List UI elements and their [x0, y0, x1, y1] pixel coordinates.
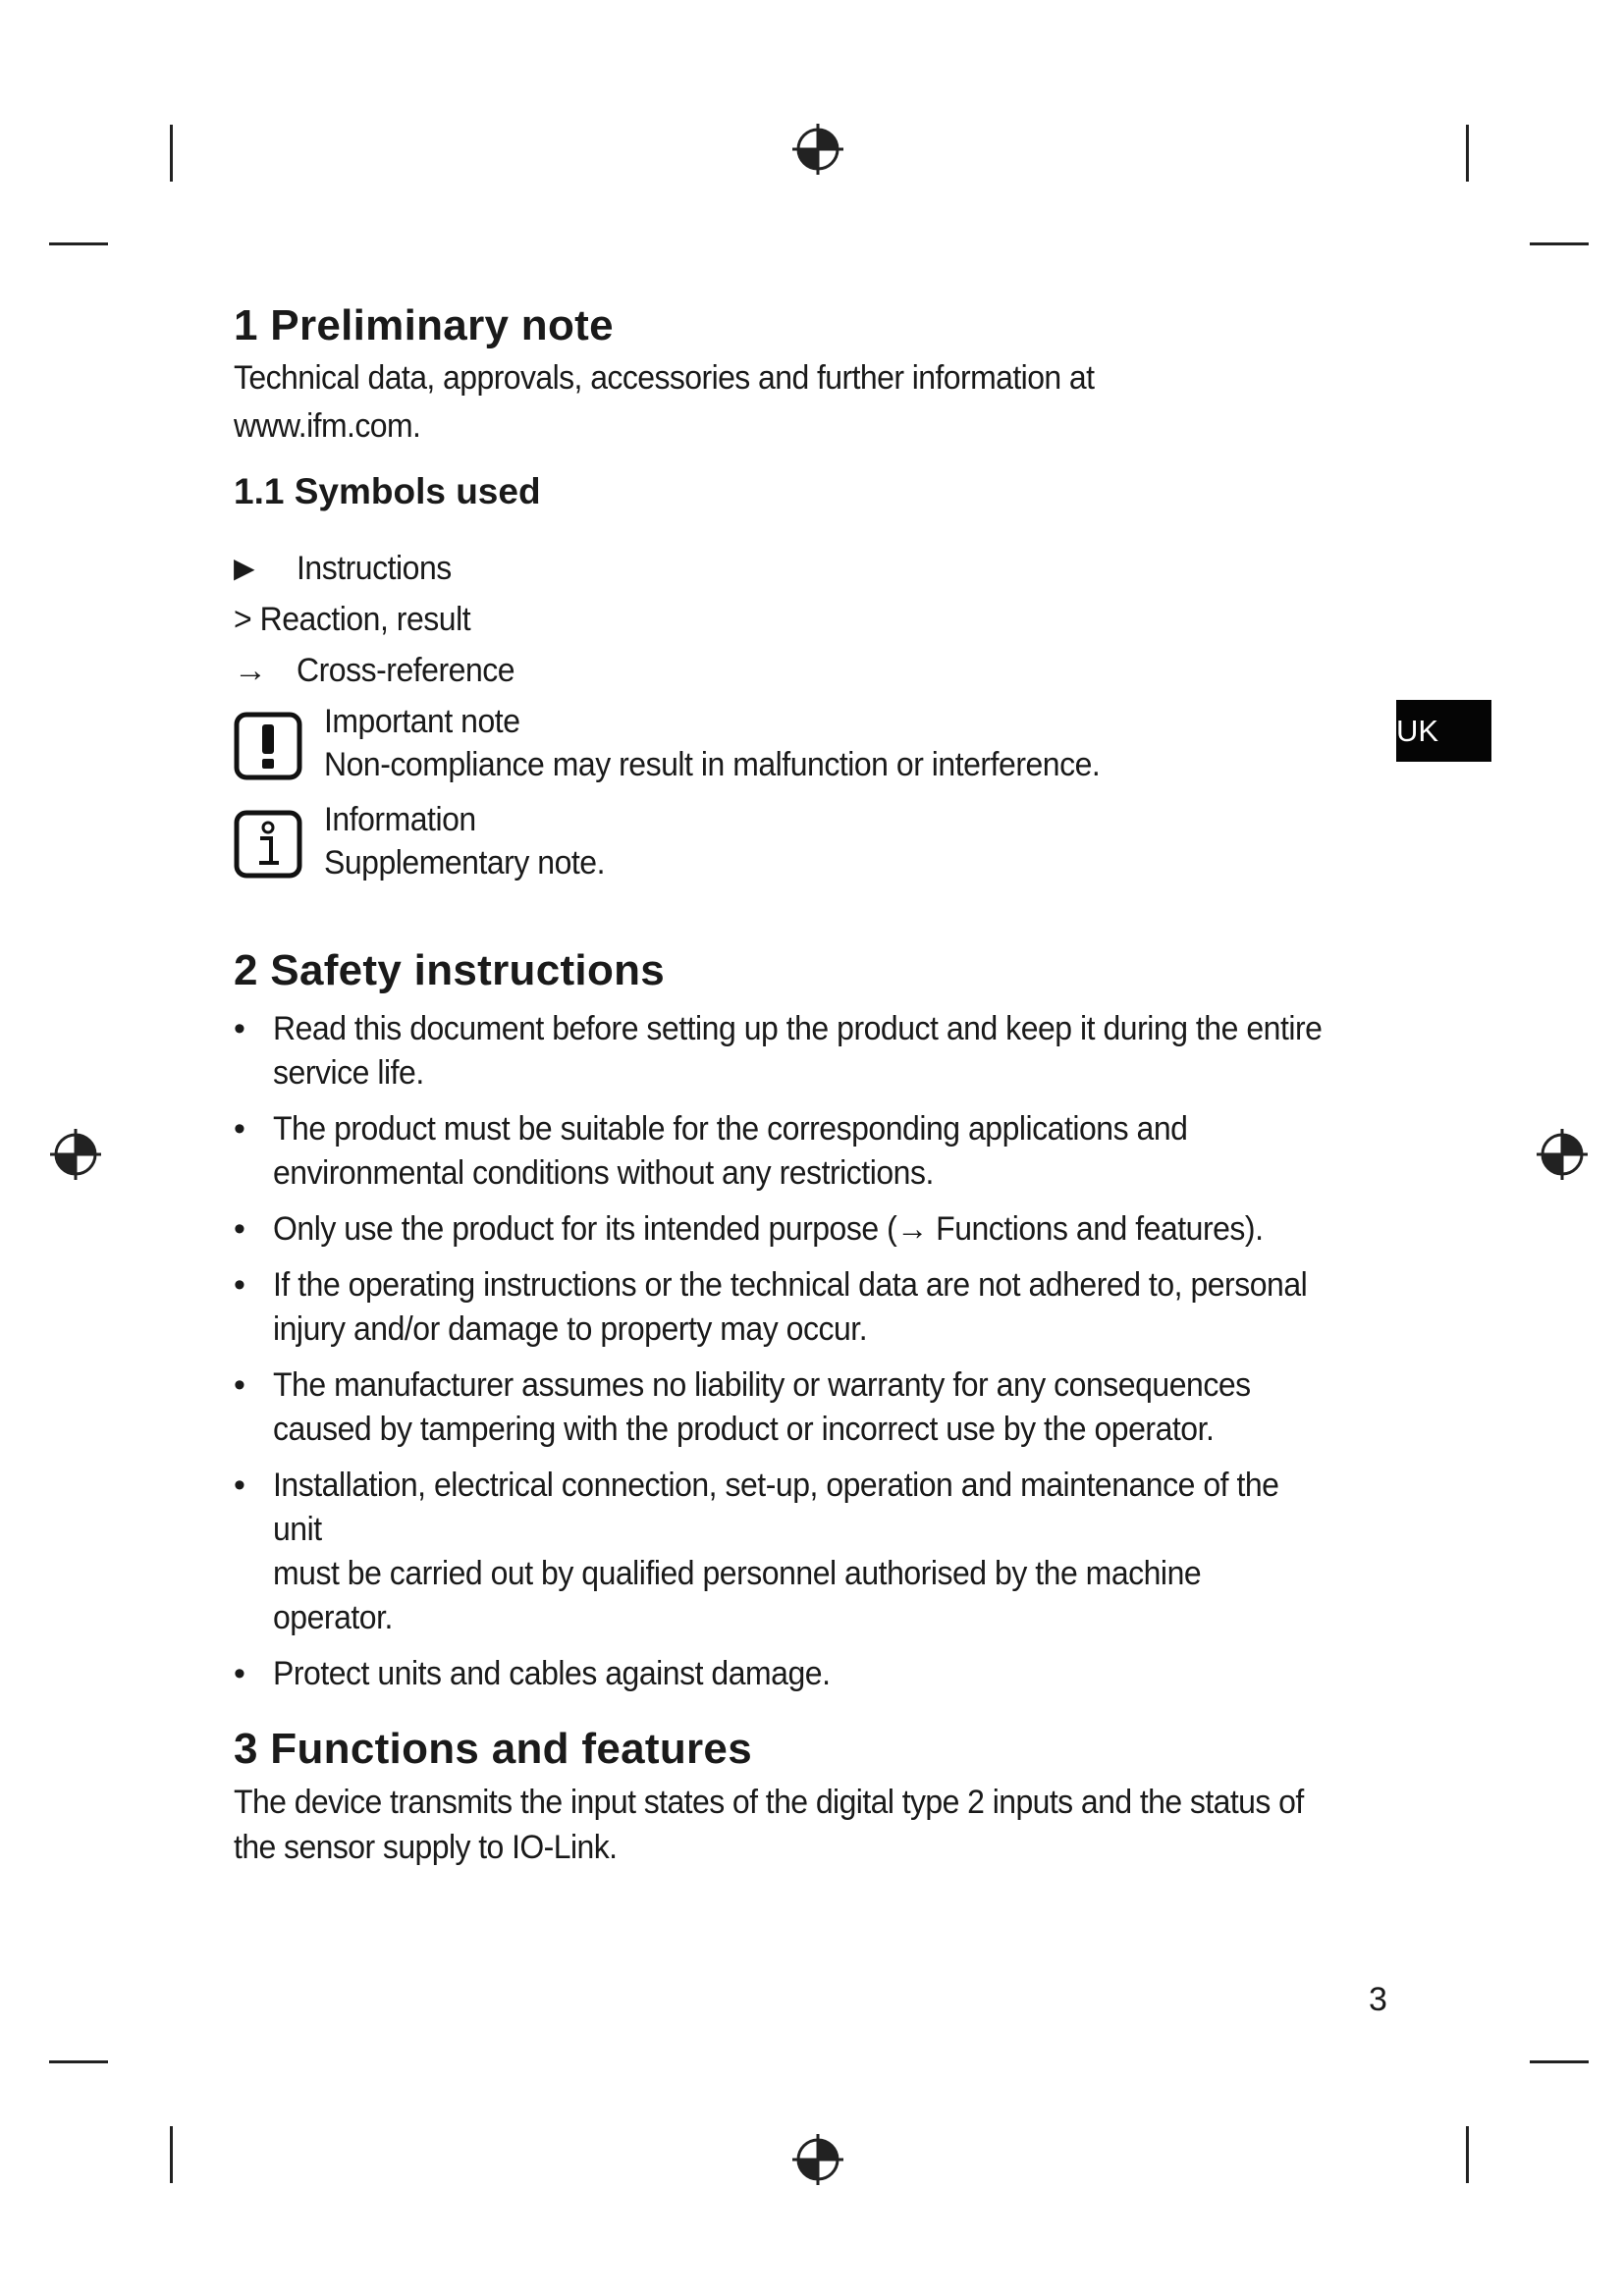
- crop-mark-bottom-right-vertical: [1466, 2126, 1469, 2183]
- information-note-title: Information: [324, 801, 476, 839]
- crop-mark-left-top-horizontal: [49, 242, 108, 245]
- section-1-title: 1 Preliminary note: [234, 301, 614, 349]
- list-item-text: The product must be suitable for the corresponding applications and environmental conditions without any restrictions.: [273, 1109, 1188, 1192]
- bullet-icon: •: [234, 1365, 245, 1404]
- list-item-text: The manufacturer assumes no liability or warranty for any consequences caused by tampering with the product or incorrect use by the operator.: [273, 1365, 1251, 1448]
- document-content: [234, 294, 1392, 1870]
- crop-mark-right-top-horizontal: [1530, 242, 1589, 245]
- symbol-label: > Reaction, result: [234, 601, 471, 639]
- bullet-icon: •: [234, 1265, 245, 1304]
- list-item: [234, 1464, 1392, 1640]
- list-item-text: If the operating instructions or the technical data are not adhered to, personal injury and/or damage to property may occur.: [273, 1265, 1308, 1348]
- page-number: 3: [1369, 1981, 1387, 2018]
- registration-mark-icon: [48, 1127, 103, 1182]
- registration-mark-icon: [1535, 1127, 1590, 1182]
- crop-mark-right-bottom-horizontal: [1530, 2060, 1589, 2063]
- information-note-block: [234, 801, 1392, 894]
- crop-mark-top-left-vertical: [170, 125, 173, 182]
- information-note-body: Supplementary note.: [324, 844, 606, 882]
- list-item: [234, 1007, 1392, 1095]
- information-note-text: [324, 798, 605, 884]
- important-note-body: Non-compliance may result in malfunction or interference.: [324, 746, 1101, 784]
- symbol-label: Instructions: [297, 550, 452, 588]
- important-note-text: [324, 700, 1100, 786]
- registration-mark-icon: [790, 2132, 845, 2187]
- crop-mark-top-right-vertical: [1466, 125, 1469, 182]
- section-1-intro-line-2: www.ifm.com.: [234, 406, 421, 445]
- symbol-label: Cross-reference: [297, 652, 515, 690]
- section-3-line-2: the sensor supply to IO-Link.: [234, 1828, 618, 1866]
- section-3-title: 3 Functions and features: [234, 1724, 752, 1773]
- section-2-title: 2 Safety instructions: [234, 946, 666, 995]
- list-item-text: Only use the product for its intended purpose (→ Functions and features).: [273, 1209, 1264, 1248]
- crop-mark-bottom-left-vertical: [170, 2126, 173, 2183]
- bullet-icon: •: [234, 1466, 245, 1504]
- list-item: [234, 1207, 1392, 1252]
- cross-reference-arrow-icon: →: [234, 652, 267, 690]
- symbol-row-reaction: [234, 594, 1392, 645]
- list-item-text: Protect units and cables against damage.: [273, 1654, 831, 1692]
- exclamation-icon: [234, 712, 302, 780]
- list-item-text: Installation, electrical connection, set-up, operation and maintenance of the unit must be carried out by qualified personnel authorised by the machine operator.: [273, 1466, 1279, 1636]
- list-item: [234, 1652, 1392, 1696]
- list-item: [234, 1363, 1392, 1452]
- language-tab: UK: [1396, 700, 1491, 762]
- bullet-icon: •: [234, 1109, 245, 1148]
- safety-instructions-list: [234, 1007, 1392, 1696]
- info-icon: [234, 810, 302, 879]
- symbols-list: [234, 543, 1392, 696]
- important-note-block: [234, 703, 1392, 796]
- bullet-icon: •: [234, 1009, 245, 1047]
- bullet-icon: •: [234, 1654, 245, 1692]
- instruction-arrow-icon: ▶: [234, 553, 255, 584]
- important-note-title: Important note: [324, 703, 520, 741]
- symbol-row-cross-reference: [234, 645, 1392, 696]
- list-item: [234, 1263, 1392, 1352]
- bullet-icon: •: [234, 1209, 245, 1248]
- list-item-text: Read this document before setting up the product and keep it during the entire service life.: [273, 1009, 1323, 1092]
- registration-mark-icon: [790, 122, 845, 177]
- crop-mark-left-bottom-horizontal: [49, 2060, 108, 2063]
- section-1-1-title: 1.1 Symbols used: [234, 470, 541, 511]
- list-item: [234, 1107, 1392, 1196]
- symbol-row-instructions: [234, 543, 1392, 594]
- section-1-intro-line-1: Technical data, approvals, accessories and further information at: [234, 358, 1095, 397]
- section-3-line-1: The device transmits the input states of the digital type 2 inputs and the status of: [234, 1783, 1304, 1821]
